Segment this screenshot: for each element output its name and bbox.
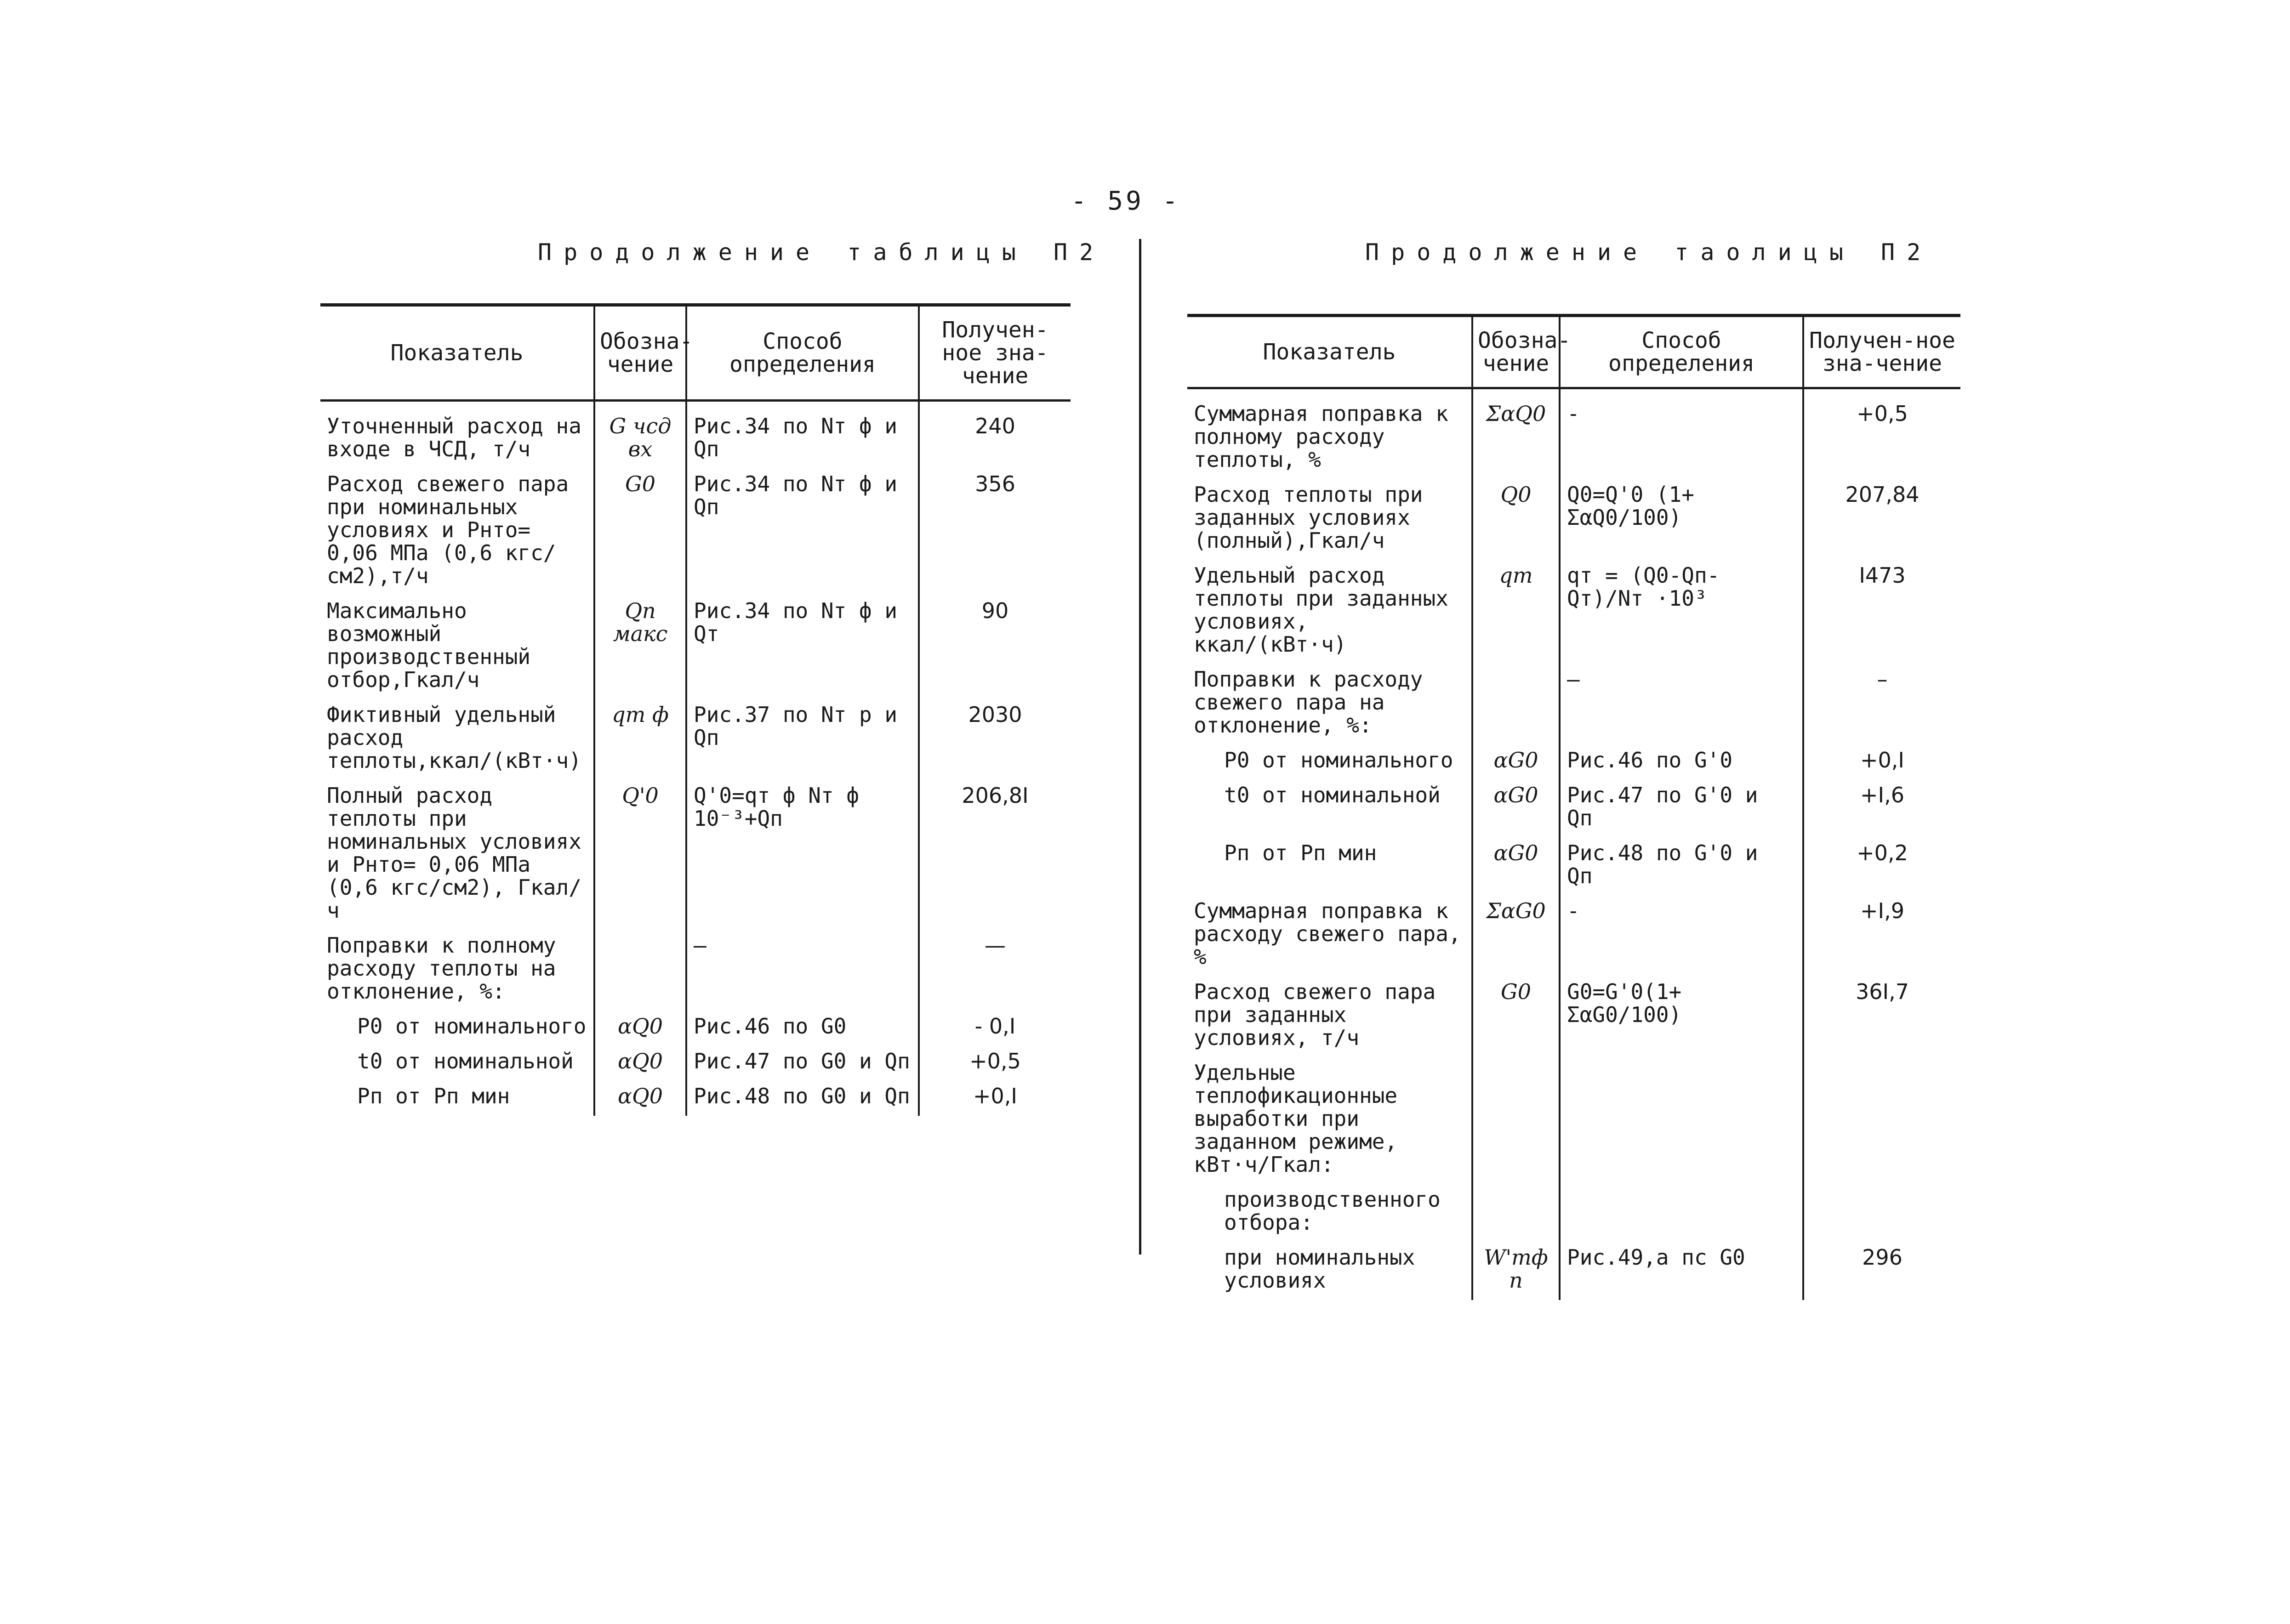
cell-value: - 0,I [919, 1011, 1071, 1046]
cell-symbol: αQ0 [594, 1081, 686, 1116]
header-value: Получен-ное зна-чение [919, 305, 1071, 401]
cell-symbol: αG0 [1472, 838, 1560, 896]
cell-indicator: Суммарная поправка к полному расходу теплоты, % [1194, 401, 1448, 472]
cell-value: I473 [1803, 560, 1960, 664]
cell-value [1803, 1184, 1960, 1242]
cell-symbol: Q'0 [594, 780, 686, 930]
cell-indicator: производственного отбора: [1224, 1187, 1441, 1235]
cell-method: Q'0=qт ф Nт ф 10⁻³+Qп [686, 780, 919, 930]
cell-indicator: Расход теплоты при заданных условиях (полный),Гкал/ч [1194, 482, 1423, 553]
page-number: - 59 - [1071, 186, 1181, 216]
cell-method: - [1560, 896, 1803, 977]
table-row [1187, 838, 1960, 896]
cell-symbol [594, 930, 686, 1011]
cell-indicator: Pп от Pп мин [1224, 840, 1377, 865]
table-row [1187, 1242, 1960, 1300]
table-row [320, 596, 1071, 699]
cell-indicator: при номинальных условиях [1224, 1245, 1415, 1293]
cell-value: — [919, 930, 1071, 1011]
cell-symbol: G0 [1472, 977, 1560, 1057]
cell-indicator: Уточненный расход на входе в ЧСД, т/ч [327, 414, 581, 461]
cell-symbol [1472, 1057, 1560, 1184]
cell-value: +I,6 [1803, 780, 1960, 838]
cell-indicator: Удельные теплофикационные выработки при заданном режиме, кВт·ч/Гкал: [1194, 1060, 1398, 1177]
cell-method: Рис.34 по Nт ф и Qп [686, 401, 919, 469]
header-indicator: Показатель [1263, 339, 1396, 365]
cell-value: 356 [919, 469, 1071, 596]
cell-value: 296 [1803, 1242, 1960, 1300]
cell-value: +I,9 [1803, 896, 1960, 977]
cell-method: Рис.34 по Nт ф и Qп [686, 469, 919, 596]
cell-method: — [686, 930, 919, 1011]
cell-indicator: t0 от номинальной [357, 1049, 574, 1073]
cell-indicator: Максимально возможный производственный отбор,Гкал/ч [327, 598, 531, 692]
cell-symbol: Q0 [1472, 479, 1560, 560]
table-row [320, 469, 1071, 596]
table-row [1187, 479, 1960, 560]
cell-value: – [1803, 664, 1960, 745]
cell-symbol [1472, 1184, 1560, 1242]
cell-indicator: Расход свежего пара при заданных условиях, т/ч [1194, 979, 1436, 1050]
cell-method: Рис.47 по G0 и Qп [686, 1046, 919, 1081]
cell-indicator: Pп от Pп мин [357, 1084, 510, 1108]
header-symbol: Обозна-чение [594, 305, 686, 401]
table-row [1187, 388, 1960, 480]
cell-indicator: Расход свежего пара при номинальных условиях и Pнто= 0,06 МПа (0,6 кгс/см2),т/ч [327, 471, 569, 588]
table-row [1187, 977, 1960, 1057]
cell-value: +0,5 [919, 1046, 1071, 1081]
header-symbol: Обозна-чение [1472, 316, 1560, 388]
cell-symbol: αG0 [1472, 745, 1560, 780]
table-body-right [1187, 388, 1960, 1300]
cell-symbol: qт ф [594, 699, 686, 780]
header-value: Получен-ное зна-чение [1803, 316, 1960, 388]
cell-symbol: αQ0 [594, 1011, 686, 1046]
cell-method: Рис.47 по G'0 и Qп [1560, 780, 1803, 838]
cell-symbol: G чсд вх [594, 401, 686, 469]
cell-value [1803, 1057, 1960, 1184]
cell-method: Рис.48 по G0 и Qп [686, 1081, 919, 1116]
cell-indicator: Полный расход теплоты при номинальных условиях и Pнто= 0,06 МПа (0,6 кгс/см2), Гкал/ч [327, 783, 581, 923]
cell-method: G0=G'0(1+ ΣαG0/100) [1560, 977, 1803, 1057]
header-method: Способ определения [686, 305, 919, 401]
cell-value: 240 [919, 401, 1071, 469]
table-row [1187, 745, 1960, 780]
cell-value: 207,84 [1803, 479, 1960, 560]
cell-method [1560, 1057, 1803, 1184]
table-row [1187, 896, 1960, 977]
table-row [320, 699, 1071, 780]
header-indicator: Показатель [390, 340, 524, 366]
cell-indicator: Поправки к расходу свежего пара на отклонение, %: [1194, 667, 1423, 738]
cell-indicator: Удельный расход теплоты при заданных условиях, ккал/(кВт·ч) [1194, 563, 1448, 657]
cell-symbol: G0 [594, 469, 686, 596]
cell-value: +0,2 [1803, 838, 1960, 896]
column-divider [1139, 239, 1141, 1255]
cell-value: +0,I [1803, 745, 1960, 780]
cell-method: Рис.46 по G'0 [1560, 745, 1803, 780]
cell-method [1560, 1184, 1803, 1242]
table-caption-left: Продолжение таблицы П2 [538, 239, 1105, 266]
cell-value: 90 [919, 596, 1071, 699]
table-row [320, 930, 1071, 1011]
table-row [1187, 1057, 1960, 1184]
cell-symbol: αQ0 [594, 1046, 686, 1081]
cell-method: - [1560, 388, 1803, 480]
cell-indicator: Суммарная поправка к расходу свежего пара, % [1194, 898, 1461, 969]
table-caption-right: Продолжение таолицы П2 [1365, 239, 1933, 266]
table-row [1187, 560, 1960, 664]
cell-indicator: Фиктивный удельный расход теплоты,ккал/(кВт·ч) [327, 702, 581, 773]
cell-method: Рис.48 по G'0 и Qп [1560, 838, 1803, 896]
cell-indicator: Поправки к полному расходу теплоты на отклонение, %: [327, 933, 556, 1004]
cell-method: – [1560, 664, 1803, 745]
cell-value: 36I,7 [1803, 977, 1960, 1057]
cell-symbol: Qп макс [594, 596, 686, 699]
table-row [1187, 780, 1960, 838]
cell-symbol: αG0 [1472, 780, 1560, 838]
table-row [320, 1011, 1071, 1046]
table-row [320, 1046, 1071, 1081]
table-header-row [1187, 316, 1960, 388]
cell-method: Рис.46 по G0 [686, 1011, 919, 1046]
table-header-row [320, 305, 1071, 401]
table-row [320, 401, 1071, 469]
cell-indicator: P0 от номинального [357, 1014, 587, 1039]
cell-value: +0,I [919, 1081, 1071, 1116]
cell-symbol: W'тф п [1472, 1242, 1560, 1300]
cell-symbol: qт [1472, 560, 1560, 664]
table-body-left [320, 401, 1071, 1116]
cell-method: Рис.49,а пс G0 [1560, 1242, 1803, 1300]
table-row [320, 780, 1071, 930]
table-row [320, 1081, 1071, 1116]
cell-method: Рис.34 по Nт ф и Qт [686, 596, 919, 699]
cell-indicator: t0 от номинальной [1224, 783, 1441, 807]
cell-indicator: P0 от номинального [1224, 748, 1453, 772]
table-right [1187, 314, 1960, 1300]
table-row [1187, 664, 1960, 745]
cell-method: Рис.37 по Nт р и Qп [686, 699, 919, 780]
header-method: Способ определения [1560, 316, 1803, 388]
table-row [1187, 1184, 1960, 1242]
cell-value: +0,5 [1803, 388, 1960, 480]
cell-symbol: ΣαQ0 [1472, 388, 1560, 480]
table-left [320, 303, 1071, 1116]
cell-symbol [1472, 664, 1560, 745]
cell-value: 206,8I [919, 780, 1071, 930]
cell-method: qт = (Q0-Qп-Qт)/Nт ·10³ [1560, 560, 1803, 664]
cell-value: 2030 [919, 699, 1071, 780]
cell-method: Q0=Q'0 (1+ ΣαQ0/100) [1560, 479, 1803, 560]
cell-symbol: ΣαG0 [1472, 896, 1560, 977]
